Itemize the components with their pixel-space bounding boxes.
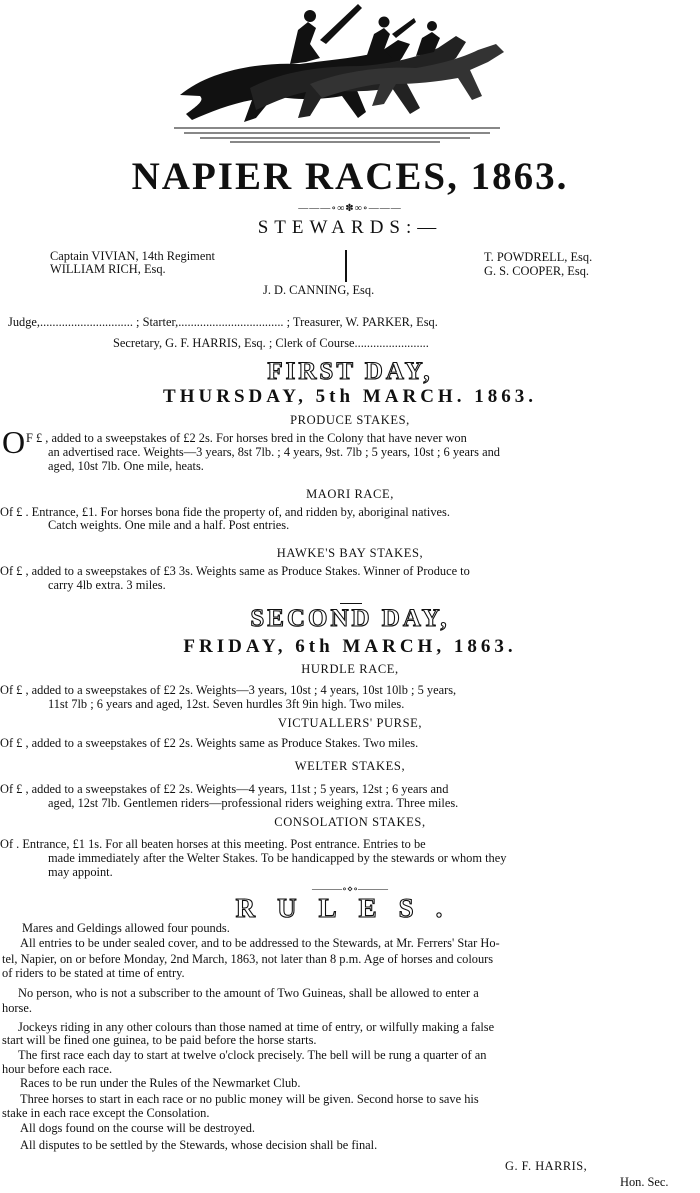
- rule-line-11: Races to be run under the Rules of the Newmarket Club.: [20, 1076, 301, 1090]
- rule-line-1: Mares and Geldings allowed four pounds.: [22, 921, 230, 935]
- officials-line-1: Judge,.............................. ; Starter,.................................. ; Treasurer, W. PARKER, Esq.: [8, 315, 438, 329]
- race-text-victuallers-1: Of £ , added to a sweepstakes of £2 2s. Weights same as Produce Stakes. Two miles.: [0, 736, 419, 750]
- race-text-produce-3: aged, 10st 7lb. One mile, heats.: [48, 459, 204, 473]
- first-day-heading: FIRST DAY,: [267, 358, 433, 385]
- signature-title: Hon. Sec.: [620, 1175, 669, 1189]
- rules-ornament: ———∘⋄∘———: [311, 884, 389, 895]
- race-text-consolation-3: may appoint.: [48, 865, 113, 879]
- rule-line-4: of riders to be stated at time of entry.: [2, 966, 185, 980]
- rule-line-3: tel, Napier, on or before Monday, 2nd March, 1863, not later than 8 p.m. Age of horses and colours: [2, 952, 494, 966]
- race-text-hurdle-1: Of £ , added to a sweepstakes of £2 2s. Weights—3 years, 10st ; 4 years, 10st 10lb ; 5 years,: [0, 683, 457, 697]
- race-text-welter-2: aged, 12st 7lb. Gentlemen riders—professional riders weighing extra. Three miles.: [48, 796, 459, 810]
- race-text-consolation-1: Of . Entrance, £1 1s. For all beaten horses at this meeting. Post entrance. Entries to be: [0, 837, 426, 851]
- race-text-maori-1: Of £ . Entrance, £1. For horses bona fide the property of, and ridden by, aboriginal natives.: [0, 505, 450, 519]
- race-text-hawkes-bay-1: Of £ , added to a sweepstakes of £3 3s. Weights same as Produce Stakes. Winner of Produce to: [0, 564, 470, 578]
- race-text-welter-1: Of £ , added to a sweepstakes of £2 2s. Weights—4 years, 11st ; 5 years, 12st ; 6 years and: [0, 782, 449, 796]
- second-day-heading: SECOND DAY,: [250, 605, 450, 632]
- race-text-consolation-2: made immediately after the Welter Stakes. To be handicapped by the stewards or whom they: [48, 851, 507, 865]
- race-title-victuallers-purse: VICTUALLERS' PURSE,: [277, 716, 423, 730]
- second-day-date: FRIDAY, 6th MARCH, 1863.: [183, 636, 517, 657]
- short-rule: [340, 603, 362, 604]
- race-title-hawkes-bay-stakes: HAWKE'S BAY STAKES,: [276, 546, 424, 560]
- race-title-consolation-stakes: CONSOLATION STAKES,: [274, 815, 426, 829]
- race-title-produce-stakes: PRODUCE STAKES,: [290, 413, 410, 427]
- race-text-produce-1: F £ , added to a sweepstakes of £2 2s. For horses bred in the Colony that have never won: [26, 431, 467, 445]
- steward-right-2: G. S. COOPER, Esq.: [484, 264, 589, 278]
- drop-cap-o: O: [2, 424, 26, 460]
- race-text-produce-2: an advertised race. Weights—3 years, 8st 7lb. ; 4 years, 9st. 7lb ; 5 years, 10st ; 6 years and: [48, 445, 500, 459]
- rule-line-9: The first race each day to start at twelve o'clock precisely. The bell will be rung a quarter of an: [18, 1048, 487, 1062]
- rule-line-8: start will be fined one guinea, to be paid before the horse starts.: [2, 1033, 317, 1047]
- rule-line-13: stake in each race except the Consolation.: [2, 1106, 210, 1120]
- rule-line-5: No person, who is not a subscriber to the amount of Two Guineas, shall be allowed to enter a: [18, 986, 479, 1000]
- race-title-hurdle-race: HURDLE RACE,: [301, 662, 399, 676]
- steward-left-1: Captain VIVIAN, 14th Regiment: [50, 249, 215, 263]
- steward-center: J. D. CANNING, Esq.: [263, 283, 375, 297]
- rule-line-15: All disputes to be settled by the Stewards, whose decision shall be final.: [20, 1138, 378, 1152]
- rules-heading: RULES.: [235, 893, 465, 923]
- race-title-welter-stakes: WELTER STAKES,: [294, 759, 406, 773]
- rule-line-2: All entries to be under sealed cover, and to be addressed to the Stewards, at Mr. Ferrers' Star Ho-: [20, 936, 500, 950]
- rule-line-7: Jockeys riding in any other colours than those named at time of entry, or wilfully making a false: [18, 1020, 495, 1034]
- stewards-heading: STEWARDS:—: [257, 217, 443, 238]
- signature-name: G. F. HARRIS,: [505, 1159, 588, 1173]
- race-title-maori-race: MAORI RACE,: [306, 487, 394, 501]
- rule-line-10: hour before each race.: [2, 1062, 113, 1076]
- rule-line-12: Three horses to start in each race or no public money will be given. Second horse to save his: [20, 1092, 479, 1106]
- steward-left-2: WILLIAM RICH, Esq.: [50, 262, 166, 276]
- race-text-hawkes-bay-2: carry 4lb extra. 3 miles.: [48, 578, 166, 592]
- stewards-divider: [345, 250, 347, 282]
- first-day-date: THURSDAY, 5th MARCH. 1863.: [163, 386, 537, 407]
- officials-line-2: Secretary, G. F. HARRIS, Esq. ; Clerk of Course........................: [113, 336, 429, 350]
- racing-horses-woodcut: [170, 0, 510, 148]
- steward-right-1: T. POWDRELL, Esq.: [484, 250, 593, 264]
- rule-line-14: All dogs found on the course will be destroyed.: [20, 1121, 256, 1135]
- poster-title: NAPIER RACES, 1863.: [131, 155, 569, 198]
- rule-line-6: horse.: [2, 1001, 32, 1015]
- race-text-maori-2: Catch weights. One mile and a half. Post entries.: [48, 518, 290, 532]
- ornament-divider: ———∘∞✽∞∘———: [298, 203, 402, 214]
- race-text-hurdle-2: 11st 7lb ; 6 years and aged, 12st. Seven hurdles 3ft 9in high. Two miles.: [48, 697, 405, 711]
